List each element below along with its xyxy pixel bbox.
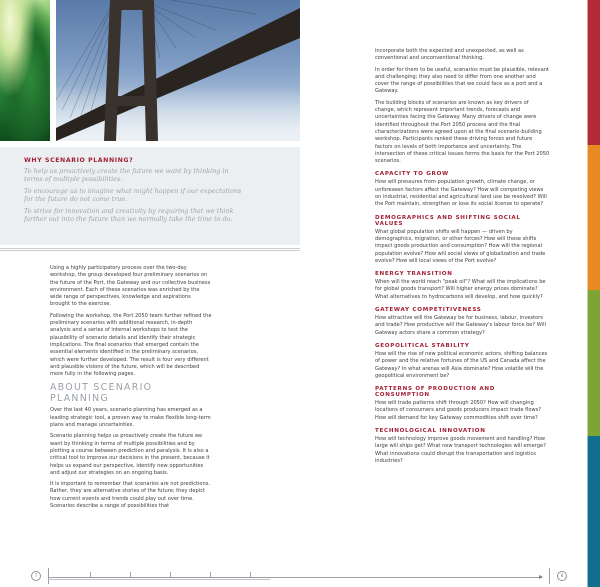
section-color-bar: [587, 0, 600, 587]
driver-text: When will the world reach "peak oil"? What will the implications be for global goods transport? Will higher energy prices dominate? What alternatives to hydrocarbons will develop, and how quickly?: [375, 279, 546, 300]
why-item: To help us proactively create the future we want by thinking in terms of multiple possibilities.: [24, 167, 229, 184]
color-bar-red: [587, 0, 600, 145]
driver-text: How attractive will the Gateway be for business, labour, investors and trade? How productive will the Gateway's labour force be? Will Gateway actors share a common strategy?: [375, 315, 546, 336]
page-number-right: 8: [557, 571, 567, 581]
body-paragraph: In order for them to be useful, scenarios must be plausible, relevant and challenging; they also need to differ from one another and cover the range of possibilities that we could face as a port and a Gateway.: [375, 66, 549, 95]
driver-title: TECHNOLOGICAL INNOVATION: [375, 427, 486, 434]
driver-text: What global population shifts will happen — driven by demographics, migration, or other forces? How will these shifts impact goods production and consumption? How will the regional population evolve? How will social views of globalization and trade evolve? How will local views of the Port evolve?: [375, 228, 546, 264]
driver-text: How will the rise of new political economic actors, shifting balances of power and the relative fortunes of the US and Canada affect the Gateway? In what arenas will Asia dominate? How volatile will the geopolitical environment be?: [375, 350, 548, 379]
timeline-tick: [90, 572, 91, 578]
driver-text: How will technology improve goods movement and handling? How large will ships get? What new transport technologies will emerge? What innovations could disrupt the transportation and logistics industries?: [375, 435, 546, 464]
body-paragraph: Using a highly participatory process over the two-day workshop, the group developed four preliminary scenarios on the future of the Port, the Gateway and our collective business environment. Each of these scenarios was enriched by the wide range of perspectives, knowledge and aspirations brought to the exercise.: [50, 265, 211, 308]
divider: [0, 248, 300, 249]
color-bar-orange: [587, 145, 600, 290]
timeline-tick: [250, 572, 251, 578]
timeline-line: [48, 577, 542, 578]
body-paragraph: It is important to remember that scenarios are not predictions. Rather, they are alternative stories of the future; they depict how current events and trends could play out over time. Scenarios describe a range of possibilities that: [50, 481, 211, 510]
arrow-right-icon: [539, 575, 543, 579]
timeline-progress-line: [48, 579, 270, 580]
body-paragraph: Over the last 40 years, scenario planning has emerged as a leading strategic tool, a proven way to make flexible long-term plans and manage uncertainties.: [50, 407, 211, 429]
left-column: [50, 265, 212, 514]
bridge-illustration: [56, 0, 300, 141]
divider: [0, 250, 300, 251]
timeline-tick: [210, 572, 211, 578]
why-scenario-planning-box: [0, 147, 300, 245]
driver-title: DEMOGRAPHICS AND SHIFTING SOCIAL VALUES: [375, 214, 521, 227]
timeline-tick: [130, 572, 131, 578]
foliage-photo: [0, 0, 50, 141]
body-paragraph: incorporate both the expected and unexpected, as well as conventional and unconventional thinking.: [375, 48, 524, 62]
page-number-left: 7: [31, 571, 41, 581]
driver-title: CAPACITY TO GROW: [375, 171, 449, 178]
timeline-tick: [170, 572, 171, 578]
body-paragraph: The building blocks of scenarios are known as key drivers of change, which represent important trends, forecasts and uncertainties facing the Gateway. Many drivers of change were identified throughout the Port 2050 process and the final characterizations were agreed upon at the final scenario-building workshop. Participants ranked these driving forces and future factors on levels of both importance and uncertainty. The intersection of these critical issues forms the basis for the Port 2050 scenarios.: [375, 99, 550, 165]
why-item: To strive for innovation and creativity by requiring that we think farther out into the future than we normally take the time to do.: [24, 206, 234, 224]
why-item: To encourage us to imagine what might happen if our expectations for the future do not come true.: [24, 186, 242, 204]
why-box-title: WHY SCENARIO PLANNING?: [24, 157, 134, 164]
driver-title: PATTERNS OF PRODUCTION AND CONSUMPTION: [375, 386, 496, 399]
timeline-end-bar: [549, 568, 550, 584]
color-bar-green: [587, 290, 600, 436]
driver-text: How will trade patterns shift through 2050? How will changing locations of consumers and goods producers impact trade flows? How will demand for key Gateway commodities shift over time?: [375, 400, 541, 421]
section-heading-about: ABOUT SCENARIO PLANNING: [50, 382, 153, 405]
body-paragraph: Following the workshop, the Port 2050 team further refined the preliminary scenarios with additional research, in-depth analysis and a series of internal workshops to test the plausibility of scenario details and identify their strategic implications. The final scenarios that emerged contain the essential elements identified in the preliminary scenarios, which were further developed. The result is four very different and plausible visions of the future, which will be described more fully in the following pages.: [50, 312, 212, 378]
driver-text: How will pressures from population growth, climate change, or unforeseen factors affect the Gateway? How will competing views on industrial, residential and agricultural land use be resolved? Will the Port maintain, strengthen or lose its social license to operate?: [375, 179, 547, 208]
timeline-start-bar: [48, 568, 49, 584]
right-column: [375, 48, 550, 469]
driver-title: GEOPOLITICAL STABILITY: [375, 342, 470, 349]
color-bar-blue: [587, 436, 600, 587]
body-paragraph: Scenario planning helps us proactively create the future we want by thinking in terms of multiple possibilities and by plotting a course between prediction and paralysis. It is also a critical tool to improve our decisions in the present, because it helps us expand our perspective, identify new opportunities and adjust our strategies on an ongoing basis.: [50, 433, 210, 476]
driver-title: ENERGY TRANSITION: [375, 271, 453, 278]
bridge-photo: [56, 0, 300, 141]
driver-title: GATEWAY COMPETITIVENESS: [375, 307, 482, 314]
